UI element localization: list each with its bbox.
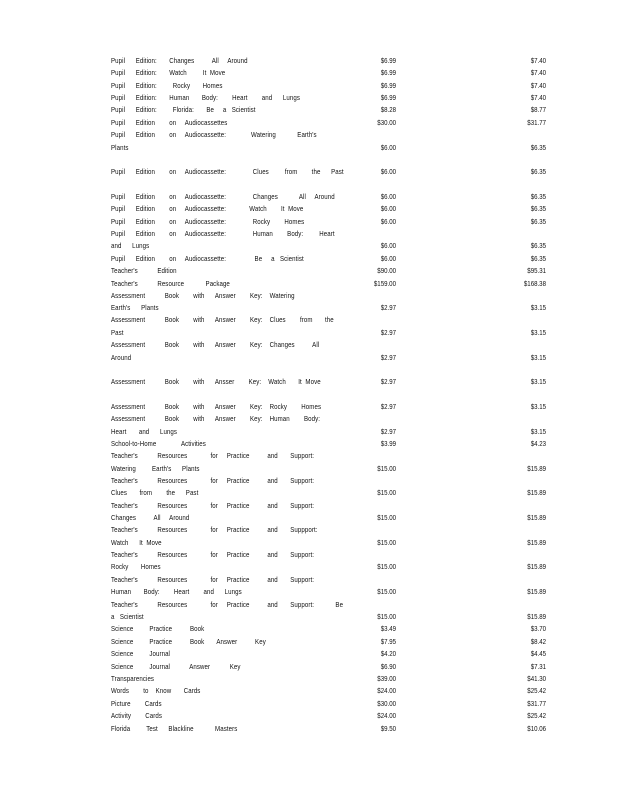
item-description: Pupil Edition on Audiocassette: Watch It Move: [111, 204, 304, 213]
item-price: $3.49: [380, 624, 396, 633]
price-row: [0, 623, 618, 635]
price-row: [0, 426, 618, 438]
price-row: [0, 67, 618, 79]
price-row: [0, 339, 618, 351]
item-price: $15.00: [377, 612, 396, 621]
price-row: [0, 104, 618, 116]
item-price: $6.99: [380, 93, 396, 102]
item-price: $15.00: [377, 464, 396, 473]
item-description: Teacher's Resources for Practice and Support:: [111, 550, 315, 559]
item-price: $2.97: [380, 427, 396, 436]
price-row: [0, 673, 618, 685]
price-row: [0, 314, 618, 326]
item-description: Pupil Edition: Florida: Be a Scientist: [111, 105, 256, 114]
item-description: Assessment Book with Ansser Key: Watch It Move: [111, 377, 321, 386]
item-description: Science Journal: [111, 649, 171, 658]
item-description: Pupil Edition on Audiocassette: Watering Earth's: [111, 130, 317, 139]
item-price: $6.00: [380, 192, 396, 201]
price-row: [0, 142, 618, 154]
item-price-adjusted: $6.35: [530, 143, 546, 152]
item-price: $15.00: [377, 562, 396, 571]
item-price-adjusted: $6.35: [530, 217, 546, 226]
price-row: [0, 55, 618, 67]
price-row: [0, 302, 618, 314]
item-description: Assessment Book with Answer Key: Clues from the: [111, 315, 334, 324]
item-description: Picture Cards: [111, 699, 162, 708]
item-description: Rocky Homes: [111, 562, 161, 571]
price-row: [0, 611, 618, 623]
item-price-adjusted: $168.38: [523, 279, 546, 288]
price-row: [0, 376, 618, 388]
item-price-adjusted: $3.15: [530, 402, 546, 411]
item-price-adjusted: $15.89: [527, 612, 546, 621]
item-description: Pupil Edition: Rocky Homes: [111, 81, 223, 90]
item-description: Teacher's Resources for Practice and Suppport:: [111, 525, 318, 534]
item-description: Teacher's Resource Package: [111, 279, 230, 288]
item-description: Science Practice Book Answer Key: [111, 637, 266, 646]
item-price: $2.97: [380, 377, 396, 386]
item-price: $15.00: [377, 538, 396, 547]
price-row: [0, 574, 618, 586]
item-price-adjusted: $15.89: [527, 562, 546, 571]
item-description: Assessment Book with Answer Key: Changes All: [111, 340, 320, 349]
item-price: $6.99: [380, 56, 396, 65]
price-row: [0, 512, 618, 524]
item-price-adjusted: $31.77: [527, 118, 546, 127]
item-price-adjusted: $4.45: [530, 649, 546, 658]
item-price-adjusted: $6.35: [530, 254, 546, 263]
item-price-adjusted: $3.15: [530, 353, 546, 362]
price-row: [0, 203, 618, 215]
price-row: [0, 191, 618, 203]
item-description: Pupil Edition on Audiocassette: Clues from the Past: [111, 167, 344, 176]
item-description: Teacher's Resources for Practice and Support:: [111, 476, 315, 485]
item-price-adjusted: $8.77: [530, 105, 546, 114]
item-description: and Lungs: [111, 241, 150, 250]
item-price: $6.00: [380, 143, 396, 152]
price-row: [0, 685, 618, 697]
item-description: Assessment Book with Answer Key: Rocky Homes: [111, 402, 322, 411]
item-description: Activity Cards: [111, 711, 163, 720]
item-price-adjusted: $7.40: [530, 56, 546, 65]
item-price-adjusted: $25.42: [527, 711, 546, 720]
price-row: [0, 487, 618, 499]
item-price: $15.00: [377, 513, 396, 522]
item-description: School-to-Home Activities: [111, 439, 206, 448]
price-row: [0, 561, 618, 573]
item-description: Pupil Edition on Audiocassette: Human Body: Heart: [111, 229, 335, 238]
item-description: Teacher's Resources for Practice and Support:: [111, 451, 315, 460]
price-row: [0, 228, 618, 240]
price-row: [0, 413, 618, 425]
price-row: [0, 253, 618, 265]
item-description: Human Body: Heart and Lungs: [111, 587, 242, 596]
item-price: $159.00: [373, 279, 396, 288]
item-price-adjusted: $3.15: [530, 377, 546, 386]
item-description: Watch It Move: [111, 538, 162, 547]
price-row: [0, 549, 618, 561]
price-row: [0, 352, 618, 364]
price-row: [0, 463, 618, 475]
item-price: $30.00: [377, 118, 396, 127]
item-description: Assessment Book with Answer Key: Human Body:: [111, 414, 321, 423]
item-price-adjusted: $7.40: [530, 93, 546, 102]
price-row: [0, 648, 618, 660]
item-description: Plants: [111, 143, 129, 152]
item-price: $24.00: [377, 711, 396, 720]
price-row: [0, 586, 618, 598]
price-row: [0, 240, 618, 252]
price-row: [0, 438, 618, 450]
item-price-adjusted: $25.42: [527, 686, 546, 695]
item-price: $2.97: [380, 303, 396, 312]
item-description: Watering Earth's Plants: [111, 464, 200, 473]
price-row: [0, 537, 618, 549]
price-row: [0, 723, 618, 735]
item-price: $6.99: [380, 81, 396, 90]
item-price-adjusted: $15.89: [527, 513, 546, 522]
item-price-adjusted: $6.35: [530, 241, 546, 250]
item-description: Transparencies: [111, 674, 155, 683]
price-row: [0, 117, 618, 129]
item-price-adjusted: $8.42: [530, 637, 546, 646]
item-price: $39.00: [377, 674, 396, 683]
item-price-adjusted: $3.70: [530, 624, 546, 633]
price-row: [0, 475, 618, 487]
item-price: $3.99: [380, 439, 396, 448]
item-price-adjusted: $3.15: [530, 427, 546, 436]
item-description: a Scientist: [111, 612, 144, 621]
item-price: $6.90: [380, 662, 396, 671]
price-row: [0, 401, 618, 413]
item-price-adjusted: $3.15: [530, 303, 546, 312]
price-row: [0, 290, 618, 302]
item-price-adjusted: $6.35: [530, 167, 546, 176]
item-price: $8.28: [380, 105, 396, 114]
price-row: [0, 450, 618, 462]
item-description: Teacher's Resources for Practice and Support: Be: [111, 600, 344, 609]
item-description: Pupil Edition on Audiocassettes: [111, 118, 228, 127]
item-description: Pupil Edition on Audiocassette: Be a Scientist: [111, 254, 304, 263]
item-price: $7.95: [380, 637, 396, 646]
item-price-adjusted: $15.89: [527, 538, 546, 547]
price-row: [0, 265, 618, 277]
price-row: [0, 129, 618, 141]
item-price: $6.00: [380, 217, 396, 226]
item-description: Pupil Edition on Audiocassette: Changes All Around: [111, 192, 335, 201]
item-description: Science Journal Answer Key: [111, 662, 241, 671]
item-description: Around: [111, 353, 132, 362]
price-row: [0, 698, 618, 710]
item-description: Words to Know Cards: [111, 686, 201, 695]
item-description: Pupil Edition: Human Body: Heart and Lungs: [111, 93, 300, 102]
item-description: Teacher's Resources for Practice and Support:: [111, 575, 315, 584]
item-description: Science Practice Book: [111, 624, 205, 633]
item-price: $2.97: [380, 402, 396, 411]
item-price-adjusted: $7.31: [530, 662, 546, 671]
price-row: [0, 80, 618, 92]
price-row: [0, 216, 618, 228]
item-price-adjusted: $7.40: [530, 81, 546, 90]
item-price-adjusted: $15.89: [527, 464, 546, 473]
item-description: Pupil Edition: Changes All Around: [111, 56, 248, 65]
item-price-adjusted: $3.15: [530, 328, 546, 337]
item-description: Changes All Around: [111, 513, 190, 522]
item-description: Teacher's Edition: [111, 266, 177, 275]
price-row: [0, 92, 618, 104]
item-price: $15.00: [377, 587, 396, 596]
item-price: $2.97: [380, 328, 396, 337]
item-price: $6.00: [380, 254, 396, 263]
item-price: $30.00: [377, 699, 396, 708]
item-description: Pupil Edition on Audiocassette: Rocky Homes: [111, 217, 305, 226]
item-price-adjusted: $10.06: [527, 724, 546, 733]
item-price-adjusted: $95.31: [527, 266, 546, 275]
item-price-adjusted: $6.35: [530, 204, 546, 213]
item-description: Past: [111, 328, 124, 337]
item-price: $90.00: [377, 266, 396, 275]
item-price: $6.00: [380, 167, 396, 176]
item-price-adjusted: $15.89: [527, 488, 546, 497]
price-row: [0, 166, 618, 178]
item-price: $6.99: [380, 68, 396, 77]
item-price-adjusted: $41.30: [527, 674, 546, 683]
item-description: Clues from the Past: [111, 488, 199, 497]
price-row: [0, 661, 618, 673]
item-price: $15.00: [377, 488, 396, 497]
item-price: $6.00: [380, 204, 396, 213]
price-row: [0, 278, 618, 290]
item-price: $9.50: [380, 724, 396, 733]
item-price: $2.97: [380, 353, 396, 362]
price-row: [0, 500, 618, 512]
item-description: Florida Test Blackline Masters: [111, 724, 238, 733]
item-description: Teacher's Resources for Practice and Support:: [111, 501, 315, 510]
item-description: Assessment Book with Answer Key: Watering: [111, 291, 295, 300]
price-row: [0, 710, 618, 722]
item-price-adjusted: $4.23: [530, 439, 546, 448]
item-price: $24.00: [377, 686, 396, 695]
price-row: [0, 636, 618, 648]
price-row: [0, 327, 618, 339]
price-row: [0, 599, 618, 611]
item-description: Pupil Edition: Watch It Move: [111, 68, 226, 77]
price-row: [0, 524, 618, 536]
item-description: Earth's Plants: [111, 303, 159, 312]
item-price-adjusted: $15.89: [527, 587, 546, 596]
item-description: Heart and Lungs: [111, 427, 178, 436]
item-price-adjusted: $7.40: [530, 68, 546, 77]
item-price: $6.00: [380, 241, 396, 250]
item-price-adjusted: $31.77: [527, 699, 546, 708]
item-price-adjusted: $6.35: [530, 192, 546, 201]
item-price: $4.20: [380, 649, 396, 658]
